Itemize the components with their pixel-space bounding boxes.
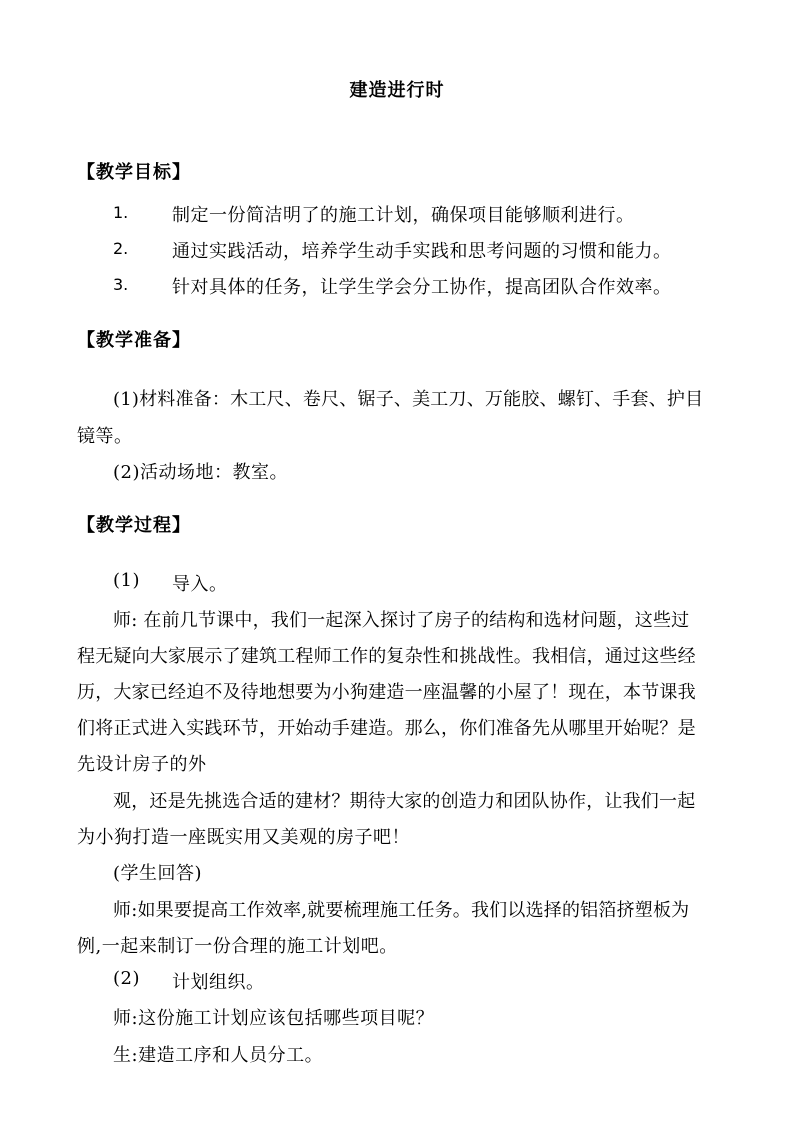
objective-number: 1. — [113, 203, 129, 222]
objective-number: 3. — [113, 275, 129, 294]
paragraph-line: 程无疑向大家展示了建筑工程师工作的复杂性和挑战性。我相信，通过这些经 — [77, 646, 696, 667]
step-number: (1) — [113, 570, 140, 591]
paragraph-line: 为小狗打造一座既实用又美观的房子吧！ — [77, 827, 410, 848]
process-heading: 【教学过程】 — [77, 515, 191, 536]
paragraph-line: 观，还是先挑选合适的建材？期待大家的创造力和团队协作，让我们一起 — [113, 791, 696, 812]
student-answer-note: (学生回答) — [113, 863, 203, 884]
objective-number: 2. — [113, 239, 129, 258]
venue-line: (2)活动场地：教室。 — [113, 462, 288, 483]
step-label: 计划组织。 — [172, 972, 265, 993]
step-label: 导入。 — [172, 574, 228, 595]
student-response: 生:建造工序和人员分工。 — [113, 1045, 324, 1066]
objective-text: 制定一份简洁明了的施工计划，确保项目能够顺利进行。 — [172, 205, 635, 226]
objectives-heading: 【教学目标】 — [77, 162, 191, 183]
paragraph-line: 们将正式进入实践环节，开始动手建造。那么，你们准备先从哪里开始呢？是 — [77, 718, 696, 739]
paragraph-line: 历，大家已经迫不及待地想要为小狗建造一座温馨的小屋了！现在，本节课我 — [77, 682, 696, 703]
paragraph-line: 例,一起来制订一份合理的施工计划吧。 — [77, 936, 398, 957]
materials-line: 镜等。 — [77, 426, 133, 447]
paragraph-line: 先设计房子的外 — [77, 754, 207, 775]
materials-line: (1)材料准备：木工尺、卷尺、锯子、美工刀、万能胶、螺钉、手套、护目 — [113, 389, 704, 410]
objective-text: 针对具体的任务，让学生学会分工协作，提高团队合作效率。 — [172, 277, 672, 298]
page-title: 建造进行时 — [349, 80, 445, 101]
objective-text: 通过实践活动，培养学生动手实践和思考问题的习惯和能力。 — [172, 241, 672, 262]
paragraph-line: 师:如果要提高工作效率,就要梳理施工任务。我们以选择的铝箔挤塑板为 — [113, 900, 690, 921]
step-number: (2) — [113, 968, 140, 989]
teacher-question: 师:这份施工计划应该包括哪些项目呢？ — [113, 1008, 435, 1029]
paragraph-line: 师: 在前几节课中，我们一起深入探讨了房子的结构和选材问题，这些过 — [113, 610, 690, 631]
preparation-heading: 【教学准备】 — [77, 330, 191, 351]
